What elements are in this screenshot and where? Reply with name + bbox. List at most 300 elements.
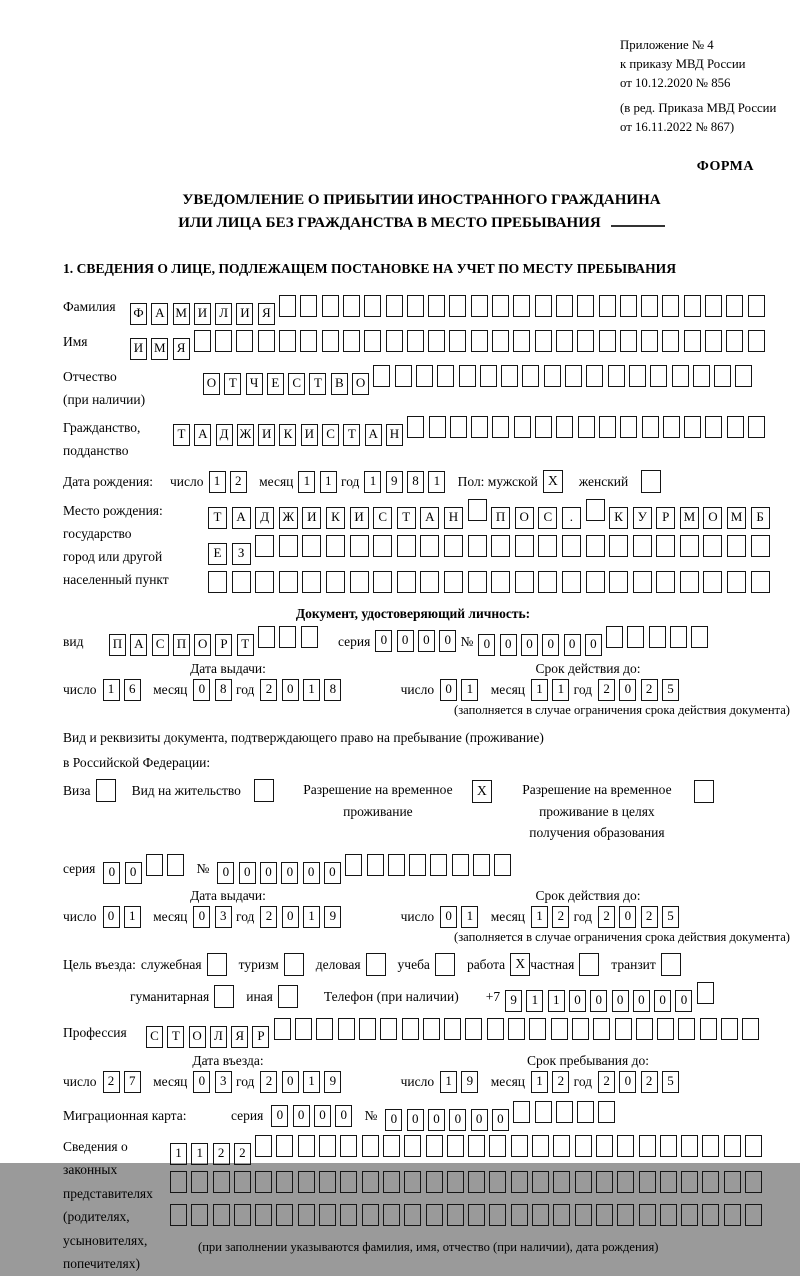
char-cell[interactable]: А (130, 634, 147, 656)
char-cell[interactable] (511, 1171, 528, 1193)
char-cell[interactable] (428, 295, 445, 317)
char-cell[interactable] (663, 416, 680, 438)
char-cell[interactable] (535, 295, 552, 317)
char-cell[interactable]: И (130, 338, 147, 360)
char-cell[interactable] (302, 535, 321, 557)
char-cell[interactable]: 9 (324, 906, 341, 928)
char-cell[interactable]: 1 (209, 471, 226, 493)
char-cell[interactable]: 0 (103, 862, 120, 884)
char-cell[interactable] (599, 330, 616, 352)
char-cell[interactable]: С (538, 507, 557, 529)
purpose-humanitarian-checkbox[interactable] (214, 985, 234, 1008)
char-cell[interactable] (255, 1135, 272, 1157)
char-cell[interactable] (319, 1171, 336, 1193)
char-cell[interactable] (402, 1018, 419, 1040)
char-cell[interactable] (146, 854, 163, 876)
char-cell[interactable] (513, 1101, 530, 1123)
char-cell[interactable]: Б (751, 507, 770, 529)
char-cell[interactable]: О (189, 1026, 206, 1048)
char-cell[interactable] (300, 330, 317, 352)
char-cell[interactable]: 5 (662, 906, 679, 928)
char-cell[interactable]: 1 (170, 1143, 187, 1165)
char-cell[interactable] (596, 1171, 613, 1193)
char-cell[interactable]: О (703, 507, 722, 529)
char-cell[interactable] (608, 365, 625, 387)
char-cell[interactable]: П (109, 634, 126, 656)
char-cell[interactable] (700, 1018, 717, 1040)
sex-female-checkbox[interactable] (641, 470, 661, 493)
char-cell[interactable] (367, 854, 384, 876)
char-cell[interactable] (513, 295, 530, 317)
char-cell[interactable] (606, 626, 623, 648)
char-cell[interactable]: 8 (407, 471, 424, 493)
char-cell[interactable]: Т (224, 373, 241, 395)
char-cell[interactable] (234, 1171, 251, 1193)
char-cell[interactable] (322, 330, 339, 352)
char-cell[interactable] (656, 535, 675, 557)
char-cell[interactable] (279, 330, 296, 352)
residence-permit-checkbox[interactable] (254, 779, 274, 802)
char-cell[interactable]: 1 (461, 906, 478, 928)
char-cell[interactable]: 0 (449, 1109, 466, 1131)
char-cell[interactable]: 7 (124, 1071, 141, 1093)
char-cell[interactable]: С (322, 424, 339, 446)
char-cell[interactable]: 1 (548, 990, 565, 1012)
char-cell[interactable] (726, 330, 743, 352)
char-cell[interactable] (258, 626, 275, 648)
char-cell[interactable] (404, 1171, 421, 1193)
char-cell[interactable]: 0 (314, 1105, 331, 1127)
char-cell[interactable]: Е (267, 373, 284, 395)
char-cell[interactable] (703, 571, 722, 593)
char-cell[interactable] (215, 330, 232, 352)
char-cell[interactable] (751, 571, 770, 593)
char-cell[interactable]: Е (208, 543, 227, 565)
char-cell[interactable] (633, 571, 652, 593)
char-cell[interactable]: 2 (641, 906, 658, 928)
char-cell[interactable] (575, 1135, 592, 1157)
char-cell[interactable] (702, 1135, 719, 1157)
char-cell[interactable]: 2 (230, 471, 247, 493)
char-cell[interactable] (522, 365, 539, 387)
char-cell[interactable]: 9 (505, 990, 522, 1012)
char-cell[interactable] (599, 416, 616, 438)
char-cell[interactable] (615, 1018, 632, 1040)
char-cell[interactable]: Ч (246, 373, 263, 395)
char-cell[interactable] (452, 854, 469, 876)
char-cell[interactable] (350, 535, 369, 557)
char-cell[interactable] (326, 535, 345, 557)
char-cell[interactable] (395, 365, 412, 387)
char-cell[interactable] (492, 416, 509, 438)
char-cell[interactable] (565, 365, 582, 387)
char-cell[interactable] (721, 1018, 738, 1040)
char-cell[interactable] (236, 330, 253, 352)
char-cell[interactable] (492, 295, 509, 317)
char-cell[interactable] (471, 416, 488, 438)
char-cell[interactable]: 8 (324, 679, 341, 701)
char-cell[interactable]: 0 (478, 634, 495, 656)
char-cell[interactable] (404, 1135, 421, 1157)
char-cell[interactable] (598, 1101, 615, 1123)
char-cell[interactable]: 0 (440, 679, 457, 701)
char-cell[interactable]: 0 (375, 630, 392, 652)
char-cell[interactable]: 1 (320, 471, 337, 493)
char-cell[interactable]: О (194, 634, 211, 656)
char-cell[interactable] (468, 571, 487, 593)
char-cell[interactable] (620, 416, 637, 438)
char-cell[interactable] (298, 1204, 315, 1226)
char-cell[interactable] (553, 1135, 570, 1157)
char-cell[interactable]: 1 (531, 906, 548, 928)
char-cell[interactable]: 0 (335, 1105, 352, 1127)
char-cell[interactable]: М (727, 507, 746, 529)
char-cell[interactable] (501, 365, 518, 387)
char-cell[interactable] (727, 535, 746, 557)
char-cell[interactable] (586, 365, 603, 387)
char-cell[interactable] (556, 330, 573, 352)
char-cell[interactable] (748, 330, 765, 352)
char-cell[interactable] (274, 1018, 291, 1040)
char-cell[interactable] (420, 571, 439, 593)
purpose-official-checkbox[interactable] (207, 953, 227, 976)
char-cell[interactable]: 5 (662, 1071, 679, 1093)
char-cell[interactable] (407, 330, 424, 352)
char-cell[interactable] (437, 365, 454, 387)
char-cell[interactable] (705, 416, 722, 438)
char-cell[interactable] (386, 330, 403, 352)
char-cell[interactable] (167, 854, 184, 876)
char-cell[interactable]: 8 (215, 679, 232, 701)
char-cell[interactable] (362, 1135, 379, 1157)
char-cell[interactable] (295, 1018, 312, 1040)
char-cell[interactable]: О (515, 507, 534, 529)
char-cell[interactable] (684, 330, 701, 352)
char-cell[interactable] (492, 330, 509, 352)
char-cell[interactable] (680, 535, 699, 557)
char-cell[interactable] (562, 571, 581, 593)
char-cell[interactable] (471, 330, 488, 352)
char-cell[interactable] (702, 1171, 719, 1193)
char-cell[interactable]: 0 (271, 1105, 288, 1127)
char-cell[interactable] (703, 535, 722, 557)
char-cell[interactable] (383, 1135, 400, 1157)
char-cell[interactable] (279, 571, 298, 593)
char-cell[interactable] (301, 626, 318, 648)
char-cell[interactable]: Д (216, 424, 233, 446)
char-cell[interactable]: 2 (641, 1071, 658, 1093)
char-cell[interactable] (420, 535, 439, 557)
char-cell[interactable] (742, 1018, 759, 1040)
char-cell[interactable]: 0 (675, 990, 692, 1012)
char-cell[interactable] (748, 295, 765, 317)
char-cell[interactable] (491, 571, 510, 593)
char-cell[interactable]: 0 (633, 990, 650, 1012)
char-cell[interactable] (532, 1171, 549, 1193)
char-cell[interactable]: 1 (364, 471, 381, 493)
char-cell[interactable]: Н (386, 424, 403, 446)
char-cell[interactable]: О (352, 373, 369, 395)
char-cell[interactable]: 1 (303, 906, 320, 928)
char-cell[interactable] (511, 1204, 528, 1226)
char-cell[interactable] (650, 365, 667, 387)
char-cell[interactable] (649, 626, 666, 648)
char-cell[interactable] (660, 1204, 677, 1226)
char-cell[interactable]: 0 (193, 679, 210, 701)
char-cell[interactable] (350, 571, 369, 593)
char-cell[interactable]: 1 (298, 471, 315, 493)
char-cell[interactable]: 0 (564, 634, 581, 656)
char-cell[interactable] (609, 535, 628, 557)
char-cell[interactable] (373, 365, 390, 387)
char-cell[interactable] (298, 1171, 315, 1193)
char-cell[interactable] (388, 854, 405, 876)
char-cell[interactable] (449, 330, 466, 352)
char-cell[interactable] (642, 416, 659, 438)
char-cell[interactable] (553, 1204, 570, 1226)
char-cell[interactable]: 0 (293, 1105, 310, 1127)
char-cell[interactable]: 0 (303, 862, 320, 884)
char-cell[interactable] (416, 365, 433, 387)
char-cell[interactable] (577, 295, 594, 317)
char-cell[interactable] (409, 854, 426, 876)
char-cell[interactable] (556, 1101, 573, 1123)
char-cell[interactable] (678, 1018, 695, 1040)
char-cell[interactable] (426, 1204, 443, 1226)
char-cell[interactable] (471, 295, 488, 317)
char-cell[interactable]: 0 (260, 862, 277, 884)
char-cell[interactable]: 6 (124, 679, 141, 701)
char-cell[interactable] (511, 1135, 528, 1157)
char-cell[interactable] (316, 1018, 333, 1040)
char-cell[interactable] (680, 571, 699, 593)
char-cell[interactable] (487, 1018, 504, 1040)
char-cell[interactable] (745, 1204, 762, 1226)
char-cell[interactable]: 2 (598, 1071, 615, 1093)
char-cell[interactable]: И (350, 507, 369, 529)
char-cell[interactable] (577, 330, 594, 352)
char-cell[interactable] (724, 1204, 741, 1226)
char-cell[interactable] (745, 1135, 762, 1157)
char-cell[interactable] (641, 330, 658, 352)
char-cell[interactable] (681, 1204, 698, 1226)
char-cell[interactable]: 2 (552, 1071, 569, 1093)
char-cell[interactable] (551, 1018, 568, 1040)
char-cell[interactable] (633, 535, 652, 557)
char-cell[interactable] (535, 330, 552, 352)
char-cell[interactable]: 2 (234, 1143, 251, 1165)
char-cell[interactable] (508, 1018, 525, 1040)
char-cell[interactable] (404, 1204, 421, 1226)
char-cell[interactable] (255, 535, 274, 557)
char-cell[interactable]: 2 (598, 679, 615, 701)
sex-male-checkbox[interactable]: X (543, 470, 563, 493)
purpose-private-checkbox[interactable] (579, 953, 599, 976)
char-cell[interactable]: 5 (662, 679, 679, 701)
char-cell[interactable] (681, 1135, 698, 1157)
char-cell[interactable]: 1 (191, 1143, 208, 1165)
char-cell[interactable] (672, 365, 689, 387)
char-cell[interactable] (684, 416, 701, 438)
purpose-work-checkbox[interactable]: X (510, 953, 530, 976)
char-cell[interactable]: Я (258, 303, 275, 325)
char-cell[interactable] (724, 1135, 741, 1157)
char-cell[interactable]: 0 (103, 906, 120, 928)
char-cell[interactable] (383, 1171, 400, 1193)
char-cell[interactable] (279, 295, 296, 317)
char-cell[interactable] (586, 535, 605, 557)
char-cell[interactable] (575, 1204, 592, 1226)
char-cell[interactable]: Я (231, 1026, 248, 1048)
char-cell[interactable]: 0 (521, 634, 538, 656)
char-cell[interactable]: И (302, 507, 321, 529)
char-cell[interactable] (529, 1018, 546, 1040)
char-cell[interactable]: Н (444, 507, 463, 529)
char-cell[interactable]: 0 (654, 990, 671, 1012)
char-cell[interactable] (656, 571, 675, 593)
char-cell[interactable] (727, 416, 744, 438)
char-cell[interactable] (572, 1018, 589, 1040)
char-cell[interactable] (586, 499, 605, 521)
char-cell[interactable] (538, 535, 557, 557)
char-cell[interactable] (562, 535, 581, 557)
char-cell[interactable] (340, 1135, 357, 1157)
char-cell[interactable]: С (288, 373, 305, 395)
char-cell[interactable] (397, 571, 416, 593)
char-cell[interactable]: 0 (612, 990, 629, 1012)
char-cell[interactable] (319, 1135, 336, 1157)
char-cell[interactable] (459, 365, 476, 387)
char-cell[interactable] (468, 1135, 485, 1157)
char-cell[interactable]: 0 (471, 1109, 488, 1131)
char-cell[interactable] (319, 1204, 336, 1226)
char-cell[interactable] (255, 571, 274, 593)
temp-residence-edu-checkbox[interactable] (694, 780, 714, 803)
char-cell[interactable]: 9 (324, 1071, 341, 1093)
char-cell[interactable] (386, 295, 403, 317)
char-cell[interactable] (343, 330, 360, 352)
char-cell[interactable] (705, 295, 722, 317)
char-cell[interactable]: 2 (260, 906, 277, 928)
char-cell[interactable]: 2 (552, 906, 569, 928)
char-cell[interactable]: 1 (124, 906, 141, 928)
char-cell[interactable] (429, 416, 446, 438)
char-cell[interactable] (727, 571, 746, 593)
char-cell[interactable]: 0 (590, 990, 607, 1012)
char-cell[interactable] (430, 854, 447, 876)
char-cell[interactable] (279, 626, 296, 648)
char-cell[interactable] (397, 535, 416, 557)
char-cell[interactable] (609, 571, 628, 593)
char-cell[interactable] (428, 330, 445, 352)
char-cell[interactable] (232, 571, 251, 593)
char-cell[interactable]: И (258, 424, 275, 446)
char-cell[interactable] (702, 1204, 719, 1226)
char-cell[interactable]: 0 (281, 862, 298, 884)
char-cell[interactable]: 0 (492, 1109, 509, 1131)
char-cell[interactable] (338, 1018, 355, 1040)
char-cell[interactable] (629, 365, 646, 387)
char-cell[interactable] (593, 1018, 610, 1040)
char-cell[interactable] (258, 330, 275, 352)
char-cell[interactable]: Р (656, 507, 675, 529)
char-cell[interactable] (535, 1101, 552, 1123)
char-cell[interactable] (513, 330, 530, 352)
char-cell[interactable]: 1 (461, 679, 478, 701)
char-cell[interactable] (298, 1135, 315, 1157)
char-cell[interactable]: 0 (397, 630, 414, 652)
char-cell[interactable]: 2 (260, 679, 277, 701)
char-cell[interactable]: 0 (282, 679, 299, 701)
char-cell[interactable]: У (633, 507, 652, 529)
char-cell[interactable] (465, 1018, 482, 1040)
char-cell[interactable]: 9 (386, 471, 403, 493)
char-cell[interactable]: 2 (598, 906, 615, 928)
char-cell[interactable] (636, 1018, 653, 1040)
char-cell[interactable]: 0 (440, 906, 457, 928)
char-cell[interactable] (697, 982, 714, 1004)
char-cell[interactable]: 0 (324, 862, 341, 884)
purpose-tourism-checkbox[interactable] (284, 953, 304, 976)
char-cell[interactable] (639, 1171, 656, 1193)
char-cell[interactable] (693, 365, 710, 387)
char-cell[interactable] (444, 1018, 461, 1040)
char-cell[interactable] (748, 416, 765, 438)
char-cell[interactable] (538, 571, 557, 593)
char-cell[interactable]: 0 (282, 906, 299, 928)
char-cell[interactable]: С (152, 634, 169, 656)
char-cell[interactable]: Р (252, 1026, 269, 1048)
char-cell[interactable] (681, 1171, 698, 1193)
char-cell[interactable] (745, 1171, 762, 1193)
char-cell[interactable] (234, 1204, 251, 1226)
char-cell[interactable] (191, 1204, 208, 1226)
char-cell[interactable] (373, 535, 392, 557)
char-cell[interactable] (586, 571, 605, 593)
char-cell[interactable]: 0 (619, 906, 636, 928)
char-cell[interactable] (491, 535, 510, 557)
char-cell[interactable] (532, 1204, 549, 1226)
char-cell[interactable] (447, 1171, 464, 1193)
char-cell[interactable] (639, 1204, 656, 1226)
char-cell[interactable] (684, 295, 701, 317)
char-cell[interactable] (407, 416, 424, 438)
char-cell[interactable] (535, 416, 552, 438)
char-cell[interactable] (426, 1135, 443, 1157)
char-cell[interactable]: 0 (619, 679, 636, 701)
char-cell[interactable] (617, 1204, 634, 1226)
char-cell[interactable]: Т (173, 424, 190, 446)
char-cell[interactable] (751, 535, 770, 557)
char-cell[interactable] (532, 1135, 549, 1157)
char-cell[interactable] (596, 1204, 613, 1226)
char-cell[interactable]: 0 (428, 1109, 445, 1131)
char-cell[interactable] (447, 1204, 464, 1226)
char-cell[interactable]: 2 (213, 1143, 230, 1165)
char-cell[interactable] (340, 1204, 357, 1226)
char-cell[interactable]: 1 (440, 1071, 457, 1093)
char-cell[interactable] (359, 1018, 376, 1040)
char-cell[interactable]: Т (343, 424, 360, 446)
char-cell[interactable]: Т (208, 507, 227, 529)
char-cell[interactable] (639, 1135, 656, 1157)
char-cell[interactable] (515, 571, 534, 593)
char-cell[interactable] (300, 295, 317, 317)
char-cell[interactable] (255, 1171, 272, 1193)
char-cell[interactable] (670, 626, 687, 648)
char-cell[interactable]: 1 (428, 471, 445, 493)
char-cell[interactable] (577, 1101, 594, 1123)
